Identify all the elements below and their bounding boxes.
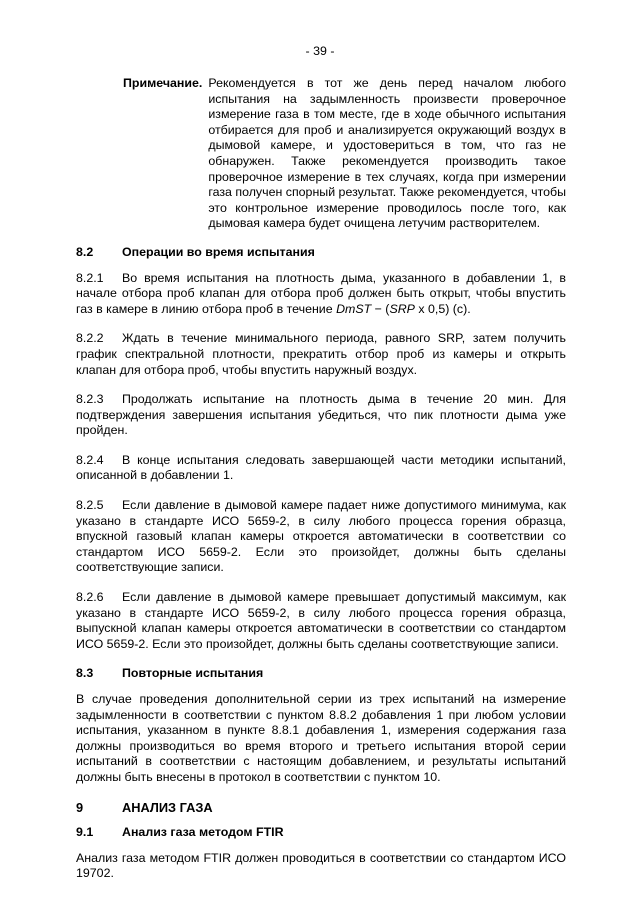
page-number: - 39 - <box>305 44 335 58</box>
paragraph-number: 8.2.5 <box>76 498 104 513</box>
paragraph-8-2-4 <box>76 453 566 484</box>
paragraph-8-3: В случае проведения дополнительной серии из трех испытаний на измерение задымленности в соответствии с пунктом 8.8.2 добавления 1 при любом условии испытания, указанном в пункте 8.8.1 добавления 1, измерения содержания газа должны производиться во время второго и третьего испытания второй серии испытаний в соответствии с настоящим добавлением, и результаты испытаний должны быть внесены в протокол в соответствии с пунктом 10. <box>76 692 566 784</box>
paragraph-number: 8.2.1 <box>76 270 104 285</box>
paragraph-number: 8.2.3 <box>76 392 104 407</box>
section-title: Операции во время испытания <box>122 244 315 259</box>
paragraph-number: 8.2.4 <box>76 452 104 467</box>
paragraph-text: Если давление в дымовой камере падает ниже допустимого минимума, как указано в стандарте ИСО 5659-2, в силу любого процесса горения образца, впускной газовый клапан камеры откроется автоматически в соответствии со стандартом ИСО 5659-2. Если это произойдет, должны быть сделаны соответствующие записи. <box>76 498 566 575</box>
note-label: Примечание. <box>123 76 203 90</box>
section-title: Анализ газа методом FTIR <box>122 825 284 840</box>
section-heading-8-3 <box>76 666 566 682</box>
section-number: 9 <box>76 799 84 815</box>
paragraph-text: В конце испытания следовать завершающей части методики испытаний, описанной в добавлении 1. <box>76 452 566 483</box>
paragraph-text: Ждать в течение минимального периода, равного SRP, затем получить график спектральной плотности, прекратить отбор проб из камеры и открыть клапан для отбора проб, чтобы впустить наружный воздух. <box>76 331 566 377</box>
section-title: Повторные испытания <box>122 666 264 681</box>
paragraph-number: 8.2.2 <box>76 331 104 346</box>
section-title: АНАЛИЗ ГАЗА <box>122 799 213 815</box>
section-heading-8-2 <box>76 245 566 261</box>
paragraph-8-2-6 <box>76 590 566 652</box>
paragraph-9-1: Анализ газа методом FTIR должен проводиться в соответствии со стандартом ИСО 19702. <box>76 850 566 881</box>
section-heading-9-1 <box>76 825 566 841</box>
paragraph-8-2-5 <box>76 498 566 576</box>
paragraph-8-2-3 <box>76 392 566 439</box>
paragraph-text-part: x 0,5) (с). <box>414 301 471 316</box>
note-block <box>123 76 566 232</box>
section-number: 8.3 <box>76 666 94 681</box>
dmst-term: DmST <box>336 301 372 316</box>
paragraph-text-part: − ( <box>371 301 390 316</box>
paragraph-number: 8.2.6 <box>76 590 104 605</box>
srp-term: SRP <box>389 301 415 316</box>
paragraph-8-2-2 <box>76 331 566 378</box>
section-number: 9.1 <box>76 825 94 840</box>
paragraph-text: Продолжать испытание на плотность дыма в течение 20 мин. Для подтверждения завершения испытания убедиться, что пик плотности дыма уже пройден. <box>76 392 566 438</box>
paragraph-text: Если давление в дымовой камере превышает допустимый максимум, как указано в стандарте ИСО 5659-2, в силу любого процесса горения образца, выпускной клапан камеры откроется автоматически в соответствии со стандартом ИСО 5659-2. Если это произойдет, должны быть сделаны соответствующие записи. <box>76 590 566 651</box>
paragraph-text-part: Во время испытания на плотность дыма, указанного в добавлении 1, в начале отбора проб клапан для отбора проб должен быть открыт, чтобы впустить газ в камере в линию отбора проб в течение <box>76 270 566 316</box>
page-content <box>76 76 566 896</box>
note-text: Рекомендуется в тот же день перед началом любого испытания на задымленность произвести проверочное измерение газа в том месте, где в ходе обычного испытания отбирается для проб и анализируется окружающий воздух в дымовой камере, и удостовериться в том, что газ не обнаружен. Также рекомендуется производить такое проверочное измерение в тех случаях, когда при измерении газа получен спорный результат. Также рекомендуется, чтобы это контрольное измерение проводилось после того, как дымовая камера будет очищена летучим растворителем. <box>208 76 566 231</box>
section-heading-9 <box>76 800 566 816</box>
section-number: 8.2 <box>76 244 94 259</box>
paragraph-8-2-1 <box>76 271 566 318</box>
